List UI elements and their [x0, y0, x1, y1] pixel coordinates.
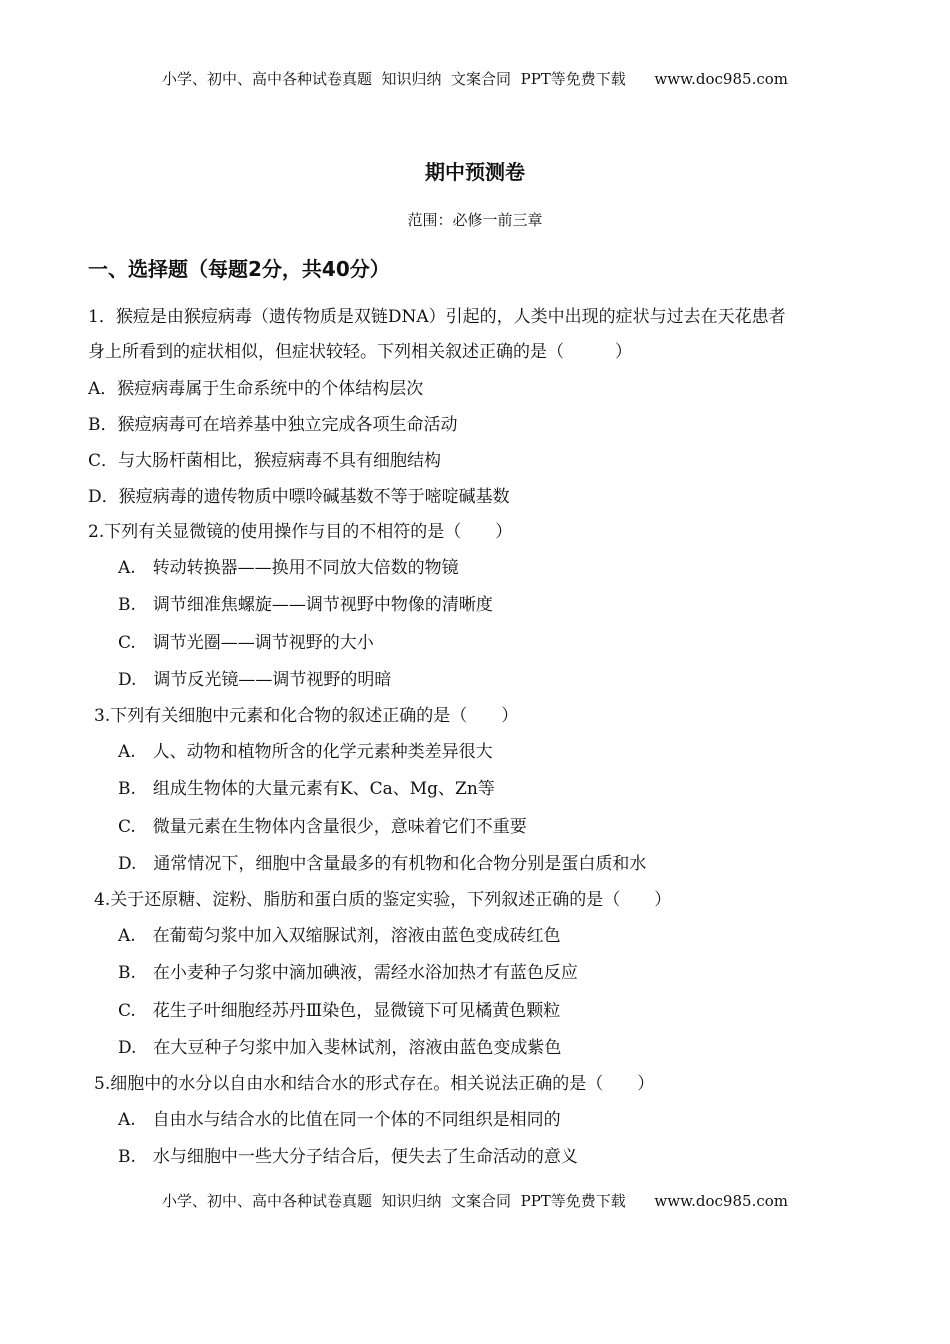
q3-option-c: C. 微量元素在生物体内含量很少，意味着它们不重要	[118, 817, 527, 837]
q1-option-b: B．猴痘病毒可在培养基中独立完成各项生命活动	[88, 415, 458, 435]
q4-option-b: B. 在小麦种子匀浆中滴加碘液，需经水浴加热才有蓝色反应	[118, 963, 578, 983]
q4-stem: 4.关于还原糖、淀粉、脂肪和蛋白质的鉴定实验，下列叙述正确的是（ ）	[94, 890, 672, 910]
page-title: 期中预测卷	[425, 160, 525, 184]
q3-option-a: A. 人、动物和植物所含的化学元素种类差异很大	[118, 742, 493, 762]
q4-option-c: C. 花生子叶细胞经苏丹Ⅲ染色，显微镜下可见橘黄色颗粒	[118, 1001, 561, 1021]
q5-option-b: B. 水与细胞中一些大分子结合后，便失去了生命活动的意义	[118, 1147, 578, 1167]
page-header: 小学、初中、高中各种试卷真题 知识归纳 文案合同 PPT等免费下载 www.doc985.com	[161, 70, 788, 88]
q3-stem: 3.下列有关细胞中元素和化合物的叙述正确的是（ ）	[94, 706, 519, 726]
q4-option-d: D. 在大豆种子匀浆中加入斐林试剂，溶液由蓝色变成紫色	[118, 1038, 562, 1058]
q2-option-a: A. 转动转换器——换用不同放大倍数的物镜	[118, 558, 459, 578]
q3-option-d: D. 通常情况下，细胞中含量最多的有机物和化合物分别是蛋白质和水	[118, 854, 647, 874]
q4-option-a: A. 在葡萄匀浆中加入双缩脲试剂，溶液由蓝色变成砖红色	[118, 926, 561, 946]
q5-stem: 5.细胞中的水分以自由水和结合水的形式存在。相关说法正确的是（ ）	[94, 1074, 655, 1094]
q2-option-d: D. 调节反光镜——调节视野的明暗	[118, 670, 392, 690]
q2-option-b: B. 调节细准焦螺旋——调节视野中物像的清晰度	[118, 595, 493, 615]
q3-option-b: B. 组成生物体的大量元素有K、Ca、Mg、Zn等	[118, 779, 495, 799]
page-footer: 小学、初中、高中各种试卷真题 知识归纳 文案合同 PPT等免费下载 www.doc985.com	[161, 1192, 788, 1210]
q1-option-d: D．猴痘病毒的遗传物质中嘌呤碱基数不等于嘧啶碱基数	[88, 487, 510, 507]
exam-scope: 范围：必修一前三章	[407, 211, 543, 229]
q1-stem-line-2: 身上所看到的症状相似，但症状较轻。下列相关叙述正确的是（ ）	[88, 342, 632, 362]
section-title: 一、选择题（每题2分，共40分）	[88, 257, 390, 281]
q5-option-a: A. 自由水与结合水的比值在同一个体的不同组织是相同的	[118, 1110, 561, 1130]
q1-stem-line-1: 1．猴痘是由猴痘病毒（遗传物质是双链DNA）引起的，人类中出现的症状与过去在天花患者	[88, 307, 786, 327]
q1-option-c: C．与大肠杆菌相比，猴痘病毒不具有细胞结构	[88, 451, 442, 471]
q2-option-c: C. 调节光圈——调节视野的大小	[118, 633, 374, 653]
q1-option-a: A．猴痘病毒属于生命系统中的个体结构层次	[88, 379, 424, 399]
q2-stem: 2.下列有关显微镜的使用操作与目的不相符的是（ ）	[88, 522, 513, 542]
